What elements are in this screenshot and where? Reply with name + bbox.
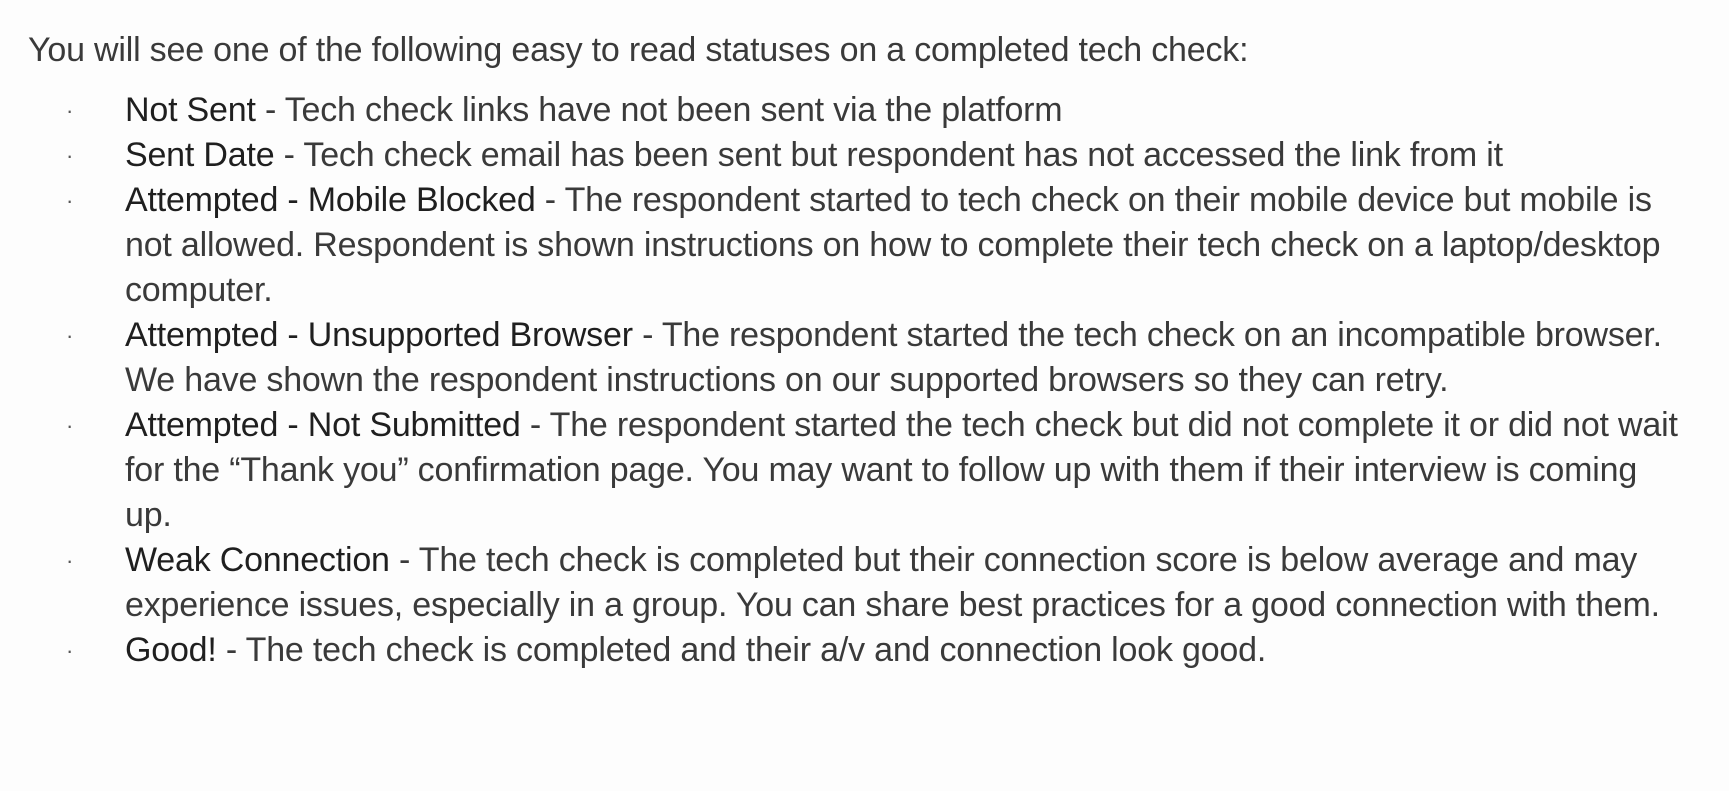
document-body	[28, 24, 1718, 673]
list-item	[28, 133, 1685, 178]
status-description: - The respondent started the tech check on an incompatible browser. We have shown the respondent instructions on our supported browsers so they can retry.	[125, 316, 1662, 399]
status-description: - The tech check is completed but their connection score is below average and may experience issues, especially in a group. You can share best practices for a good connection with them.	[125, 541, 1660, 624]
status-description: - The tech check is completed and their a/v and connection look good.	[216, 631, 1267, 669]
intro-paragraph: You will see one of the following easy to read statuses on a completed tech check:	[28, 31, 1249, 69]
status-term-weak-connection: Weak Connection	[125, 541, 390, 579]
bullet-icon: ·	[66, 143, 74, 168]
status-term-mobile-blocked: Attempted - Mobile Blocked	[125, 181, 536, 219]
status-description: - Tech check links have not been sent via the platform	[255, 91, 1063, 129]
status-term-not-sent: Not Sent	[125, 91, 256, 129]
bullet-icon: ·	[66, 98, 74, 123]
status-term-not-submitted: Attempted - Not Submitted	[125, 406, 521, 444]
status-term-sent-date: Sent Date	[125, 136, 275, 174]
bullet-icon: ·	[66, 188, 74, 213]
list-item	[28, 88, 1685, 133]
bullet-icon: ·	[66, 638, 74, 663]
list-item	[28, 313, 1685, 403]
bullet-icon: ·	[66, 548, 74, 573]
bullet-icon: ·	[66, 413, 74, 438]
status-term-unsupported-browser: Attempted - Unsupported Browser	[125, 316, 633, 354]
list-item	[28, 538, 1685, 628]
status-list	[28, 88, 1718, 673]
list-item	[28, 628, 1685, 673]
list-item	[28, 178, 1685, 313]
status-description: - The respondent started the tech check but did not complete it or did not wait for the “Thank you” confirmation page. You may want to follow up with them if their interview is coming up.	[125, 406, 1678, 534]
status-description: - Tech check email has been sent but respondent has not accessed the link from it	[274, 136, 1503, 174]
status-description: - The respondent started to tech check on their mobile device but mobile is not allowed. Respondent is shown instructions on how to complete their tech check on a laptop/desktop computer.	[125, 181, 1661, 309]
bullet-icon: ·	[66, 323, 74, 348]
list-item	[28, 403, 1685, 538]
status-term-good: Good!	[125, 631, 217, 669]
